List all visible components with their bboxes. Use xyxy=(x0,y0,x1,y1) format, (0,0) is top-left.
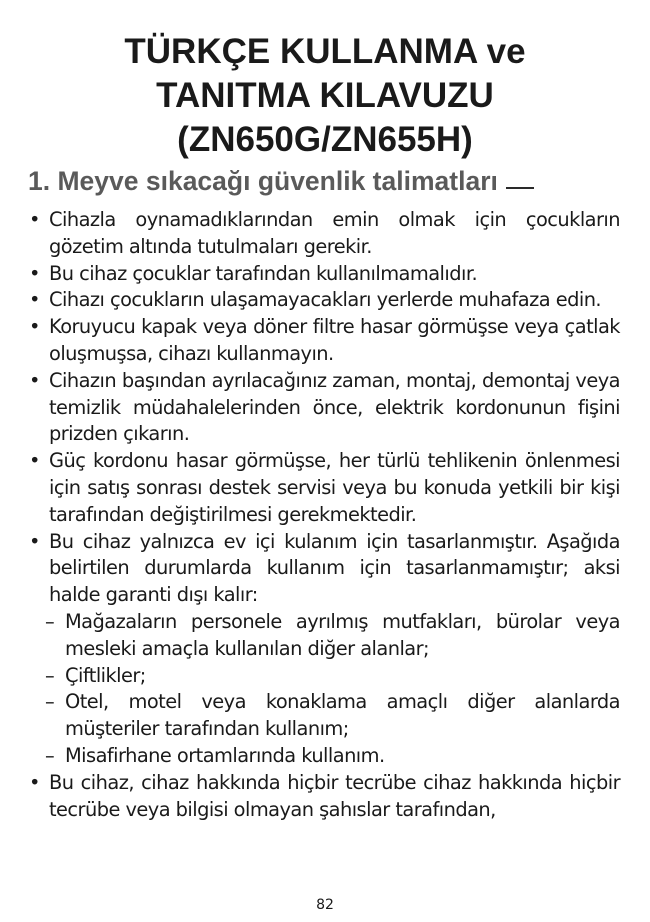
heading-rule xyxy=(506,187,534,189)
dash-marker: – xyxy=(45,663,55,687)
list-item xyxy=(28,368,620,448)
section-heading-text: 1. Meyve sıkacağı güvenlik talimatları xyxy=(28,166,498,196)
dash-marker: – xyxy=(45,690,55,714)
list-item xyxy=(28,529,620,609)
list-item-text: Cihazın başından ayrılacağınız zaman, montaj, demontaj veya temizlik müdahalelerinden önce, elektrik kordonunun fişini prizden çıkarın. xyxy=(49,368,620,446)
sub-list xyxy=(28,609,620,770)
list-item-text: Cihazı çocukların ulaşamayacakları yerlerde muhafaza edin. xyxy=(49,288,602,312)
bullet-marker: • xyxy=(29,261,40,285)
list-item xyxy=(28,770,620,824)
sub-list-item-text: Misafirhane ortamlarında kullanım. xyxy=(65,743,385,767)
sub-list-item xyxy=(28,743,620,770)
list-item-text: Koruyucu kapak veya döner filtre hasar görmüşse veya çatlak oluşmuşsa, cihazı kullanmayın. xyxy=(49,315,620,365)
title-line-3: (ZN650G/ZN655H) xyxy=(177,120,473,159)
section-heading xyxy=(28,164,628,198)
sub-list-item xyxy=(28,689,620,743)
bullet-marker: • xyxy=(29,208,40,231)
list-item-text: Cihazla oynamadıklarından emin olmak için çocukların gözetim altında tutulmaları gerekir. xyxy=(49,208,620,258)
list-item-text: Bu cihaz çocuklar tarafından kullanılmamalıdır. xyxy=(49,261,478,285)
list-item-text: Bu cihaz yalnızca ev içi kulanım için tasarlanmıştır. Aşağıda belirtilen durumlarda kullanım için tasarlanmamıştır; aksi halde garanti dışı kalır: xyxy=(49,529,620,607)
bullet-marker: • xyxy=(29,529,40,553)
bullet-marker: • xyxy=(29,368,40,392)
sub-list-item-text: Çiftlikler; xyxy=(65,663,146,687)
page-number: 82 xyxy=(316,897,334,913)
dash-marker: – xyxy=(45,609,55,633)
list-item-text: Güç kordonu hasar görmüşse, her türlü tehlikenin önlenmesi için satış sonrası destek servisi veya bu konuda yetkili bir kişi tarafından değiştirilmesi gerekmektedir. xyxy=(49,449,620,526)
title-line-2: TANITMA KILAVUZU xyxy=(156,76,494,115)
title-line-1: TÜRKÇE KULLANMA ve xyxy=(124,32,526,71)
list-item xyxy=(28,287,620,314)
bullet-marker: • xyxy=(29,288,40,312)
dash-marker: – xyxy=(45,743,55,767)
list-item xyxy=(28,448,620,528)
sub-list-item-text: Mağazaların personele ayrılmış mutfakları, bürolar veya mesleki amaçla kullanılan diğer alanlar; xyxy=(65,609,620,660)
bullet-marker: • xyxy=(29,770,40,794)
list-item-text: Bu cihaz, cihaz hakkında hiçbir tecrübe cihaz hakkında hiçbir tecrübe veya bilgisi olmayan şahıslar tarafından, xyxy=(49,770,620,821)
list-item xyxy=(28,314,620,368)
list-item xyxy=(28,207,620,261)
safety-instructions-list xyxy=(28,207,620,823)
sub-list-item-text: Otel, motel veya konaklama amaçlı diğer alanlarda müşteriler tarafından kullanım; xyxy=(65,690,620,741)
sub-list-item xyxy=(28,663,620,690)
sub-list-item xyxy=(28,609,620,663)
bullet-marker: • xyxy=(29,315,40,339)
bullet-marker: • xyxy=(29,449,40,473)
list-item xyxy=(28,261,620,288)
document-title xyxy=(0,30,650,162)
